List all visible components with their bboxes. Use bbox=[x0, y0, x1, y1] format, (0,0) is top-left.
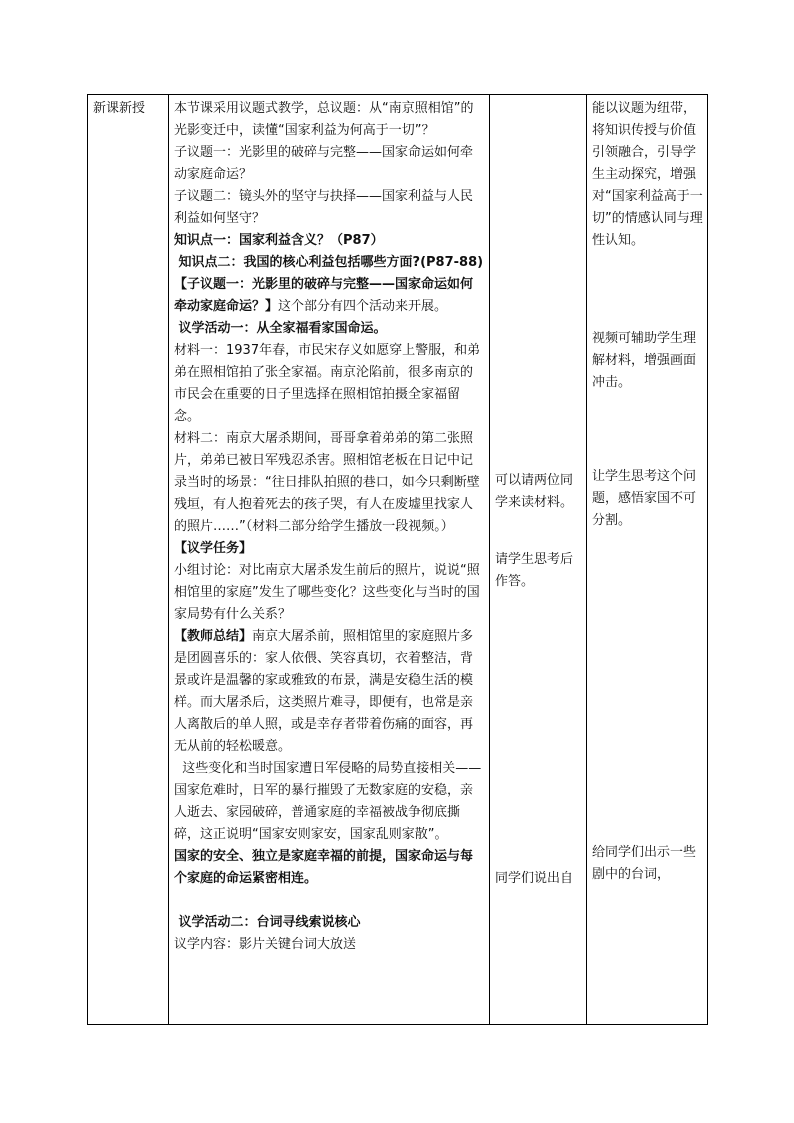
main-topic: 本节课采用议题式教学，总议题：从“南京照相馆”的光影变迁中，读懂“国家利益为何高于一切”？ bbox=[174, 101, 474, 138]
intent-note-4: 给同学们出示一些剧中的台词， bbox=[592, 845, 697, 882]
intent-note-3: 让学生思考这个问题，感悟家国不可分割。 bbox=[592, 469, 697, 528]
task-heading: 【议学任务】 bbox=[174, 541, 253, 556]
material-1: 材料一：1937年春，市民宋存义如愿穿上警服，和弟弟在照相馆拍了张全家福。南京沦陷前，很多南京的市民会在重要的日子里选择在照相馆拍摄全家福留念。 bbox=[174, 343, 481, 424]
material-2: 材料二：南京大屠杀期间，哥哥拿着弟弟的第二张照片，弟弟已被日军残忍杀害。照相馆老板在日记中记录当时的场景：“往日排队拍照的巷口，如今只剩断壁残垣，有人抱着死去的孩子哭，有人在废墟里找家人的照片……”（材料二部分给学生播放一段视频。） bbox=[174, 431, 480, 534]
key-conclusion: 国家的安全、独立是家庭幸福的前提，国家命运与每个家庭的命运紧密相连。 bbox=[174, 849, 474, 886]
spacer bbox=[592, 532, 703, 842]
sub-topic-2: 子议题二：镜头外的坚守与抉择——国家利益与人民利益如何坚守？ bbox=[174, 189, 474, 226]
group-discussion: 小组讨论：对比南京大屠杀发生前后的照片，说说“照相馆里的家庭”发生了哪些变化？这些变化与当时的国家局势有什么关系？ bbox=[174, 563, 480, 622]
table-row bbox=[88, 95, 708, 1025]
student-note-3: 同学们说出自 bbox=[495, 871, 574, 886]
content-cell bbox=[169, 95, 490, 1025]
intent-note-1: 能以议题为纽带，将知识传授与价值引领融合，引导学生主动探究，增强对“国家利益高于一切”的情感认同与理性认知。 bbox=[592, 101, 703, 248]
summary-continued: 这些变化和当时国家遭日军侵略的局势直接相关——国家危难时，日军的暴行摧毁了无数家庭的安稳，亲人逝去、家园破碎，普通家庭的幸福被战争彻底撕碎，这正说明“国家安则家安，国家乱则家散”。 bbox=[174, 761, 482, 842]
sub-topic-1-heading bbox=[174, 274, 485, 318]
sub-topic-1-title: 【子议题一：光影里的破碎与完整——国家命运如何牵动家庭命运？】 bbox=[174, 277, 474, 314]
lesson-plan-table bbox=[87, 94, 708, 1025]
student-note-2: 请学生思考后作答。 bbox=[495, 552, 574, 589]
section-label: 新课新授 bbox=[93, 101, 146, 116]
student-note-1: 可以请两位同学来读材料。 bbox=[495, 473, 574, 510]
sub-topic-1: 子议题一：光影里的破碎与完整——国家命运如何牵动家庭命运？ bbox=[174, 145, 474, 182]
knowledge-point-2: 知识点二：我国的核心利益包括哪些方面?(P87-88) bbox=[174, 255, 484, 270]
intent-note-2: 视频可辅助学生理解材料，增强画面冲击。 bbox=[592, 331, 697, 390]
teacher-summary-text: 南京大屠杀前，照相馆里的家庭照片多是团圆喜乐的：家人依偎、笑容真切，衣着整洁，背景或许是温馨的家或雅致的布景，满是安稳生活的模样。而大屠杀后，这类照片难寻，即便有，也常是亲人离散后的单人照，或是幸存者带着伤痛的面容，再无从前的轻松暖意。 bbox=[174, 629, 474, 754]
knowledge-point-1: 知识点一：国家利益含义？（P87） bbox=[174, 233, 384, 248]
student-activity-cell bbox=[490, 95, 587, 1025]
spacer bbox=[174, 890, 485, 912]
sub-topic-1-note: 这个部分有四个活动来开展。 bbox=[278, 299, 448, 314]
section-label-cell bbox=[88, 95, 169, 1025]
teacher-summary-label: 【教师总结】 bbox=[174, 629, 253, 644]
activity-2-heading: 议学活动二：台词寻线索说核心 bbox=[174, 915, 361, 930]
activity-2-content: 议学内容：影片关键台词大放送 bbox=[174, 937, 357, 952]
spacer bbox=[495, 593, 582, 868]
spacer bbox=[592, 252, 703, 328]
spacer bbox=[592, 394, 703, 466]
activity-1-heading: 议学活动一：从全家福看家国命运。 bbox=[174, 321, 387, 336]
design-intent-cell bbox=[587, 95, 708, 1025]
spacer bbox=[495, 98, 582, 470]
spacer bbox=[495, 514, 582, 549]
teacher-summary bbox=[174, 626, 485, 758]
